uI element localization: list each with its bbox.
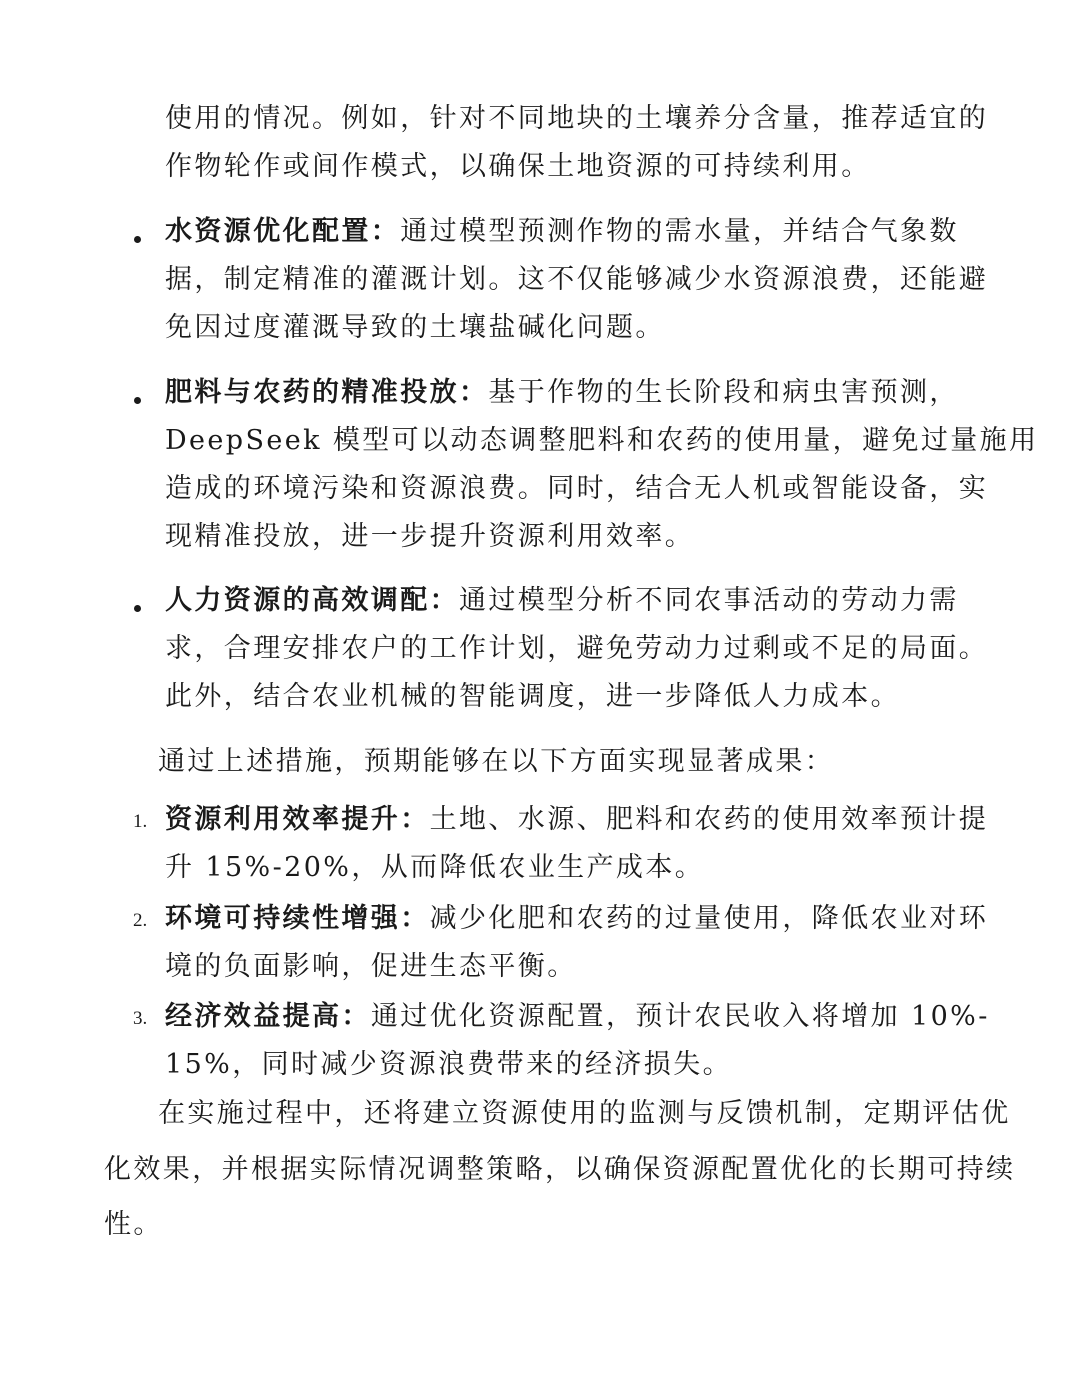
bullet-dot-icon <box>134 397 141 404</box>
numbered-1-first-rest: 土地、水源、肥料和农药的使用效率预计提 <box>429 804 989 835</box>
bullet-3-line-3: 此外，结合农业机械的智能调度，进一步降低人力成本。 <box>165 681 900 712</box>
numbered-3-line-2: 15%，同时减少资源浪费带来的经济损失。 <box>165 1049 733 1080</box>
bullet-1-line-3: 免因过度灌溉导致的土壤盐碱化问题。 <box>165 312 665 343</box>
numbered-2-marker: 2. <box>133 910 148 931</box>
numbered-2-line-2: 境的负面影响，促进生态平衡。 <box>165 951 577 982</box>
bullet-dot-icon <box>134 605 141 612</box>
bullet-2-line-2: DeepSeek 模型可以动态调整肥料和农药的使用量，避免过量施用 <box>165 425 1039 456</box>
transition-paragraph: 通过上述措施，预期能够在以下方面实现显著成果： <box>158 746 835 777</box>
bullet-2-line-3: 造成的环境污染和资源浪费。同时，结合无人机或智能设备，实 <box>165 473 989 504</box>
numbered-2-first-line <box>165 905 988 932</box>
numbered-3-first-line <box>165 1003 990 1030</box>
closing-line-3: 性。 <box>104 1209 163 1240</box>
intro-line-1: 使用的情况。例如，针对不同地块的土壤养分含量，推荐适宜的 <box>165 103 989 134</box>
numbered-1-first-line <box>165 806 988 833</box>
bullet-2-first-line <box>165 379 959 406</box>
bullet-2-first-rest: 基于作物的生长阶段和病虫害预测， <box>488 377 959 408</box>
numbered-3-marker: 3. <box>133 1008 148 1029</box>
numbered-2-first-rest: 减少化肥和农药的过量使用，降低农业对环 <box>429 903 989 934</box>
bullet-2-title: 肥料与农药的精准投放： <box>165 377 489 408</box>
bullet-1-first-rest: 通过模型预测作物的需水量，并结合气象数 <box>400 216 959 247</box>
bullet-1-line-2: 据，制定精准的灌溉计划。这不仅能够减少水资源浪费，还能避 <box>165 264 989 295</box>
numbered-1-title: 资源利用效率提升： <box>165 804 430 835</box>
bullet-dot-icon <box>134 236 141 243</box>
numbered-3-title: 经济效益提高： <box>165 1001 371 1032</box>
numbered-2-title: 环境可持续性增强： <box>165 903 430 934</box>
bullet-1-first-line <box>165 218 959 245</box>
bullet-3-title: 人力资源的高效调配： <box>165 585 459 616</box>
intro-line-2: 作物轮作或间作模式，以确保土地资源的可持续利用。 <box>165 151 871 182</box>
closing-line-2: 化效果，并根据实际情况调整策略，以确保资源配置优化的长期可持续 <box>104 1154 1016 1185</box>
bullet-3-first-rest: 通过模型分析不同农事活动的劳动力需 <box>459 585 959 616</box>
closing-line-1: 在实施过程中，还将建立资源使用的监测与反馈机制，定期评估优 <box>158 1098 1011 1129</box>
bullet-3-first-line <box>165 587 959 614</box>
numbered-3-first-rest: 通过优化资源配置，预计农民收入将增加 10%- <box>370 1001 990 1032</box>
bullet-2-line-4: 现精准投放，进一步提升资源利用效率。 <box>165 521 695 552</box>
bullet-3-line-2: 求，合理安排农户的工作计划，避免劳动力过剩或不足的局面。 <box>165 633 989 664</box>
numbered-1-marker: 1. <box>133 811 148 832</box>
bullet-1-title: 水资源优化配置： <box>165 216 401 247</box>
numbered-1-line-2: 升 15%-20%，从而降低农业生产成本。 <box>165 852 705 883</box>
